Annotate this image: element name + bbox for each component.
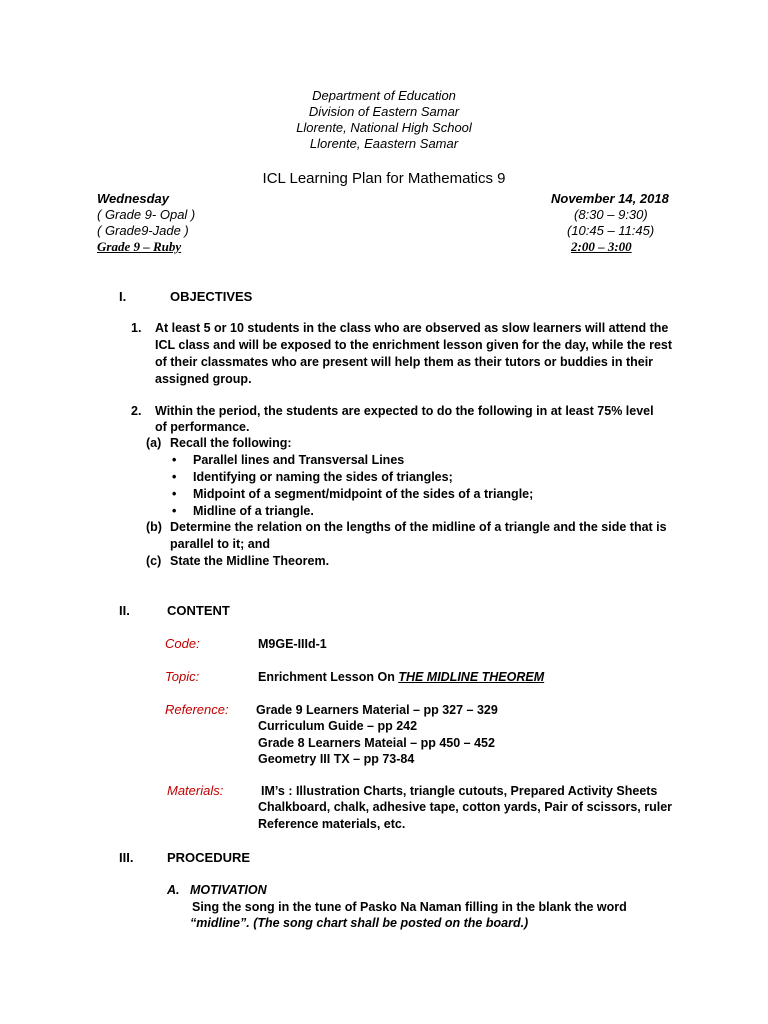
schedule-time-opal: (8:30 – 9:30) [574, 207, 648, 222]
objective-1-line: of their classmates who are present will help them as their tutors or buddies in their [155, 355, 654, 369]
topic-value [258, 670, 544, 684]
schedule-time-jade: (10:45 – 11:45) [567, 223, 655, 238]
header-department: Department of Education [312, 88, 456, 103]
bullet-icon: • [172, 487, 177, 501]
objective-2-line: Within the period, the students are expected to do the following in at least 75% level [155, 404, 654, 418]
objective-2-number: 2. [131, 404, 142, 418]
reference-item: Grade 8 Learners Mateial – pp 450 – 452 [258, 736, 495, 750]
procedure-a-label: A. [167, 883, 180, 897]
objective-1-line: assigned group. [155, 372, 252, 386]
motivation-line: Sing the song in the tune of Pasko Na Naman filling in the blank the word [192, 900, 627, 914]
code-value: M9GE-IIId-1 [258, 637, 327, 651]
topic-label: Topic: [165, 669, 200, 684]
section-number-objectives: I. [119, 289, 127, 304]
sub-item-b-label: (b) [146, 520, 162, 534]
schedule-class-jade: ( Grade9-Jade ) [97, 223, 189, 238]
objective-1-number: 1. [131, 321, 142, 335]
header-school: Llorente, National High School [296, 120, 472, 135]
schedule-class-ruby: Grade 9 – Ruby [97, 239, 182, 254]
sub-item-b-line: Determine the relation on the lengths of the midline of a triangle and the side that is [170, 520, 667, 534]
sub-item-a-text: Recall the following: [170, 436, 292, 450]
code-label: Code: [165, 636, 200, 651]
reference-label: Reference: [165, 702, 229, 717]
sub-item-c-label: (c) [146, 554, 162, 568]
objective-1-line: At least 5 or 10 students in the class who are observed as slow learners will attend the [155, 321, 669, 335]
header-division: Division of Eastern Samar [308, 104, 460, 119]
bullet-item: Midpoint of a segment/midpoint of the sides of a triangle; [193, 487, 534, 501]
reference-item: Curriculum Guide – pp 242 [258, 719, 418, 733]
schedule-time-ruby: 2:00 – 3:00 [571, 239, 632, 254]
section-title-content: CONTENT [167, 603, 230, 618]
schedule-date: November 14, 2018 [551, 191, 669, 206]
header-location: Llorente, Eaastern Samar [309, 136, 459, 151]
section-title-objectives: OBJECTIVES [170, 289, 253, 304]
section-number-content: II. [119, 603, 130, 618]
objective-1-line: ICL class and will be exposed to the enrichment lesson given for the day, while the rest [155, 338, 673, 352]
sub-item-c-text: State the Midline Theorem. [170, 554, 330, 568]
materials-item: IM’s : Illustration Charts, triangle cutouts, Prepared Activity Sheets [261, 784, 658, 798]
reference-item: Grade 9 Learners Material – pp 327 – 329 [256, 703, 498, 717]
section-title-procedure: PROCEDURE [167, 850, 251, 865]
topic-prefix: Enrichment Lesson On [258, 670, 399, 684]
page-title: ICL Learning Plan for Mathematics 9 [262, 170, 506, 187]
bullet-icon: • [172, 470, 177, 484]
sub-item-a-label: (a) [146, 436, 162, 450]
sub-item-b-line: parallel to it; and [170, 537, 271, 551]
objective-2-line: of performance. [155, 420, 250, 434]
section-number-procedure: III. [119, 850, 134, 865]
topic-emphasis: THE MIDLINE THEOREM [398, 670, 545, 684]
materials-item: Reference materials, etc. [258, 817, 406, 831]
bullet-icon: • [172, 453, 177, 467]
motivation-line: “midline”. (The song chart shall be posted on the board.) [190, 916, 529, 930]
bullet-item: Identifying or naming the sides of triangles; [193, 470, 453, 484]
materials-label: Materials: [167, 783, 224, 798]
bullet-item: Parallel lines and Transversal Lines [193, 453, 405, 467]
bullet-icon: • [172, 504, 177, 518]
procedure-a-title: MOTIVATION [190, 883, 267, 897]
schedule-class-opal: ( Grade 9- Opal ) [97, 207, 196, 222]
bullet-item: Midline of a triangle. [193, 504, 314, 518]
reference-item: Geometry III TX – pp 73-84 [258, 752, 415, 766]
materials-item: Chalkboard, chalk, adhesive tape, cotton yards, Pair of scissors, ruler [258, 800, 673, 814]
schedule-day: Wednesday [97, 191, 170, 206]
